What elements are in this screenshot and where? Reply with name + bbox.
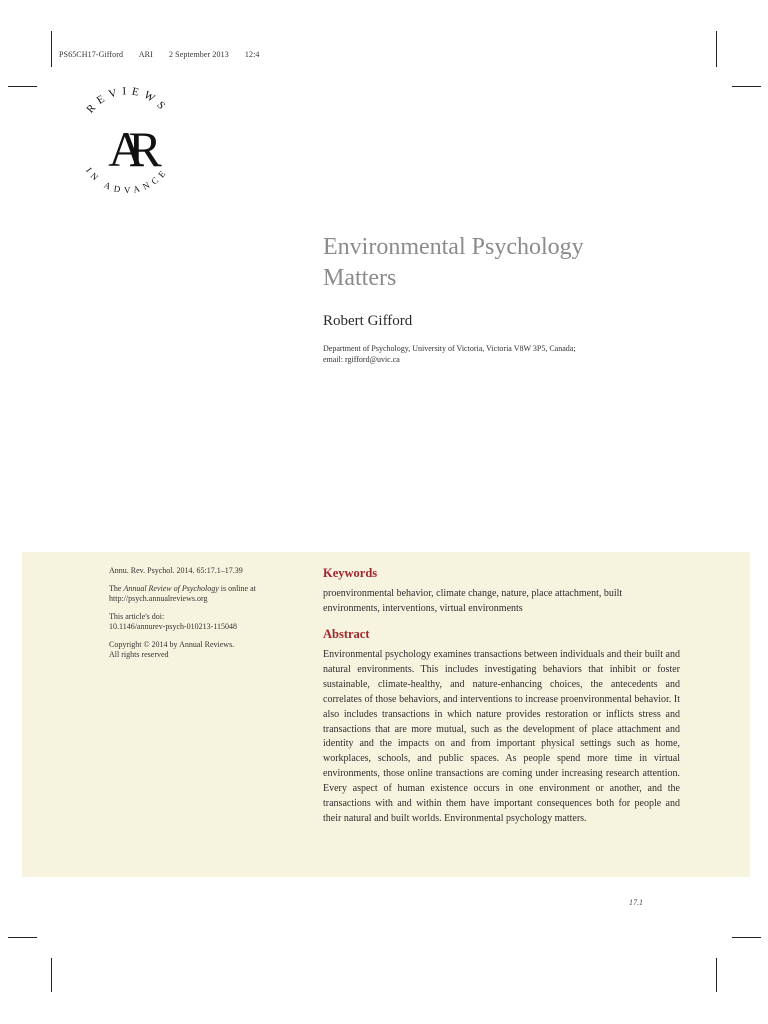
- online-note: [109, 584, 299, 604]
- logo-monogram: AR: [108, 121, 146, 177]
- running-head-date: 2 September 2013: [168, 50, 229, 59]
- online-pre: The: [109, 584, 124, 593]
- logo-arc-top: REVIEWS: [84, 85, 171, 116]
- keywords-heading: Keywords: [323, 566, 378, 580]
- crop-mark: [8, 937, 37, 938]
- page-number: 17.1: [629, 898, 643, 907]
- keywords-text: proenvironmental behavior, climate change, nature, place attachment, built environments, interventions, virtual environments: [323, 588, 623, 614]
- author-name: Robert Gifford: [323, 313, 413, 329]
- reviews-in-advance-logo: [70, 80, 185, 195]
- running-head: [59, 50, 274, 59]
- affiliation-line-2: email: rgifford@uvic.ca: [323, 355, 400, 364]
- svg-text:REVIEWS: [84, 85, 170, 115]
- running-head-time: 12:4: [244, 50, 260, 59]
- title-line-2: Matters: [323, 265, 397, 291]
- running-head-code: PS65CH17-Gifford: [59, 50, 124, 59]
- copyright-block: [109, 640, 299, 660]
- abstract-text: Environmental psychology examines transactions between individuals and their built and natural environments. This includes investigating behaviors that inhibit or foster sustainable, climate-healthy, and nature-enhancing choices, the antecedents and correlates of those behaviors, and interventions to increase proenvironmental behavior. It also includes transactions in which nature provides restoration or inflicts stress and transactions that are more mutual, such as the development of place attachment and identity and the impacts on and from important physical settings such as home, workplaces, schools, and public spaces. As people spend more time in virtual environments, those online transactions are coming under increasing research attention. Every aspect of human existence occurs in one environment or another, and the transactions with and within them have important consequences both for people and their natural and built worlds. Environmental psychology matters.: [323, 649, 680, 824]
- author-affiliation: [323, 343, 663, 365]
- doi: 10.1146/annurev-psych-010213-115048: [109, 622, 238, 631]
- doi-block: [109, 612, 299, 632]
- online-url: http://psych.annualreviews.org: [109, 594, 208, 603]
- logo-arc-bottom: IN ADVANCE: [83, 165, 171, 195]
- running-head-journal: ARI: [138, 50, 153, 59]
- crop-mark: [8, 86, 37, 87]
- copyright: Copyright © 2014 by Annual Reviews.: [109, 640, 235, 649]
- abstract-heading: Abstract: [323, 627, 370, 641]
- citation: Annu. Rev. Psychol. 2014. 65:17.1–17.39: [109, 566, 243, 575]
- crop-mark: [716, 958, 717, 992]
- rights: All rights reserved: [109, 650, 169, 659]
- crop-mark: [51, 958, 52, 992]
- crop-mark: [716, 31, 717, 67]
- doi-label: This article's doi:: [109, 612, 165, 621]
- article-meta: [109, 566, 299, 668]
- crop-mark: [732, 937, 761, 938]
- title-line-1: Environmental Psychology: [323, 234, 584, 260]
- online-post: is online at: [218, 584, 256, 593]
- article-title: [323, 232, 584, 294]
- crop-mark: [732, 86, 761, 87]
- affiliation-line-1: Department of Psychology, University of Victoria, Victoria V8W 3P5, Canada;: [323, 344, 576, 353]
- crop-mark: [51, 31, 52, 67]
- online-journal: Annual Review of Psychology: [123, 584, 219, 593]
